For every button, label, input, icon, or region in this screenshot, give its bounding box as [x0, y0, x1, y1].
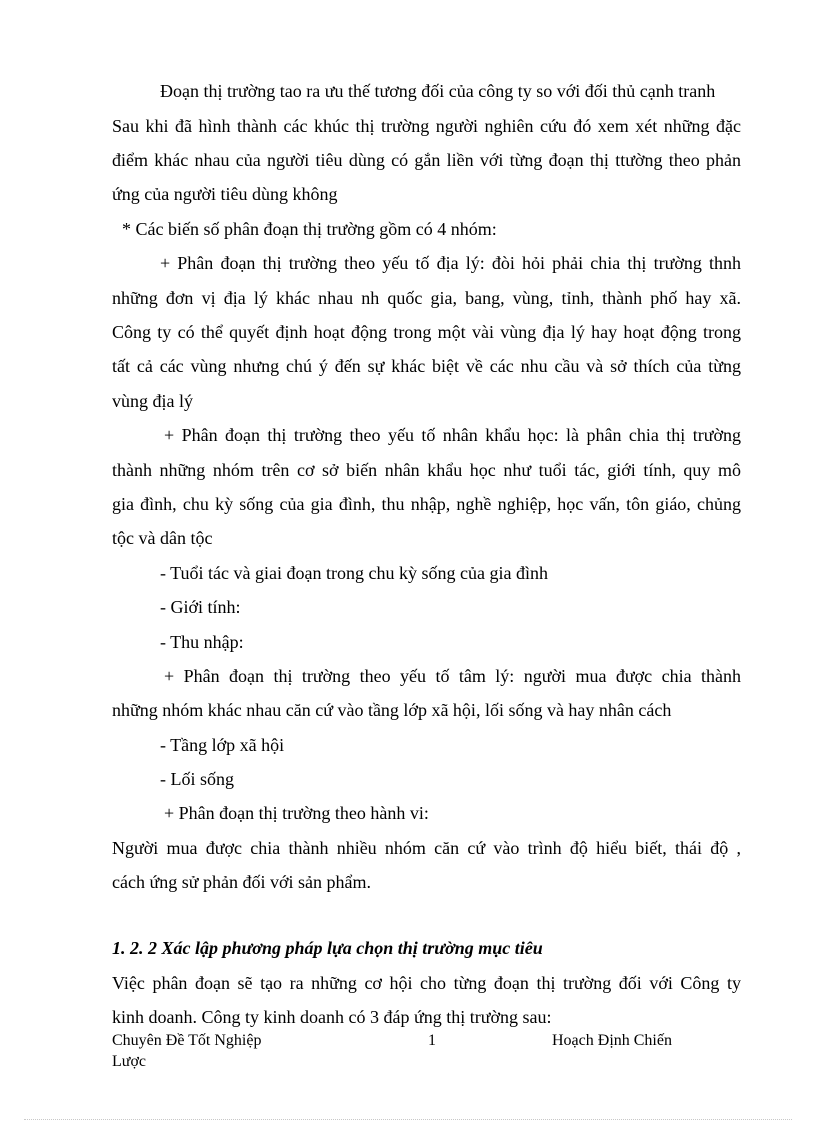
body-line: Đoạn thị trường tao ra ưu thế tương đối của công ty so với đối thủ cạnh tranh [160, 81, 716, 101]
page-number: 1 [428, 1032, 436, 1049]
list-item: - Giới tính: [160, 597, 241, 617]
list-item: - Thu nhập: [160, 632, 244, 652]
page-bottom-divider [24, 1119, 792, 1120]
body-line: Công ty có thể quyết định hoạt động trong một vài vùng địa lý hay hoạt động trong [112, 322, 741, 342]
body-line: ứng của người tiêu dùng không [112, 184, 338, 204]
list-item: - Lối sống [160, 769, 234, 789]
footer-left-title: Chuyên Đề Tốt Nghiệp [112, 1032, 262, 1049]
body-line: Sau khi đã hình thành các khúc thị trường người nghiên cứu đó xem xét những đặc [112, 116, 741, 136]
body-line: cách ứng sử phản đối với sản phẩm. [112, 872, 371, 892]
body-line: gia đình, chu kỳ sống của gia đình, thu nhập, nghề nghiệp, học vấn, tôn giáo, chủng [112, 494, 741, 514]
body-line: những nhóm khác nhau căn cứ vào tầng lớp xã hội, lối sống và hay nhân cách [112, 700, 672, 720]
section-heading: 1. 2. 2 Xác lập phương pháp lựa chọn thị trường mục tiêu [112, 938, 543, 958]
body-line: những đơn vị địa lý khác nhau nh quốc gia, bang, vùng, tỉnh, thành phố hay xã. [112, 288, 741, 308]
list-item: - Tuổi tác và giai đoạn trong chu kỳ sống của gia đình [160, 563, 548, 583]
body-line: + Phân đoạn thị trường theo yếu tố địa lý: đòi hỏi phải chia thị trường thnh [160, 253, 741, 273]
body-line: + Phân đoạn thị trường theo hành vi: [164, 803, 429, 823]
body-line: Việc phân đoạn sẽ tạo ra những cơ hội cho từng đoạn thị trường đối với Công ty [112, 973, 741, 993]
list-item: - Tầng lớp xã hội [160, 735, 285, 755]
body-line: + Phân đoạn thị trường theo yếu tố tâm lý: người mua được chia thành [164, 666, 741, 686]
body-line: điểm khác nhau của người tiêu dùng có gắn liền với từng đoạn thị ttường theo phản [112, 150, 741, 170]
body-line: + Phân đoạn thị trường theo yếu tố nhân khẩu học: là phân chia thị trường [164, 425, 741, 445]
body-line: * Các biến số phân đoạn thị trường gồm có 4 nhóm: [122, 219, 497, 239]
body-line: tộc và dân tộc [112, 528, 213, 548]
body-line: tất cả các vùng nhưng chú ý đến sự khác biệt về các nhu cầu và sở thích của từng [112, 356, 741, 376]
body-line: thành những nhóm trên cơ sở biến nhân khẩu học như tuổi tác, giới tính, quy mô [112, 460, 741, 480]
body-line: kinh doanh. Công ty kinh doanh có 3 đáp ứng thị trường sau: [112, 1007, 552, 1027]
footer-continuation: Lược [112, 1053, 147, 1070]
footer-right-title: Hoạch Định Chiến [552, 1032, 672, 1049]
body-line: vùng địa lý [112, 391, 193, 411]
body-line: Người mua được chia thành nhiều nhóm căn cứ vào trình độ hiểu biết, thái độ , [112, 838, 741, 858]
